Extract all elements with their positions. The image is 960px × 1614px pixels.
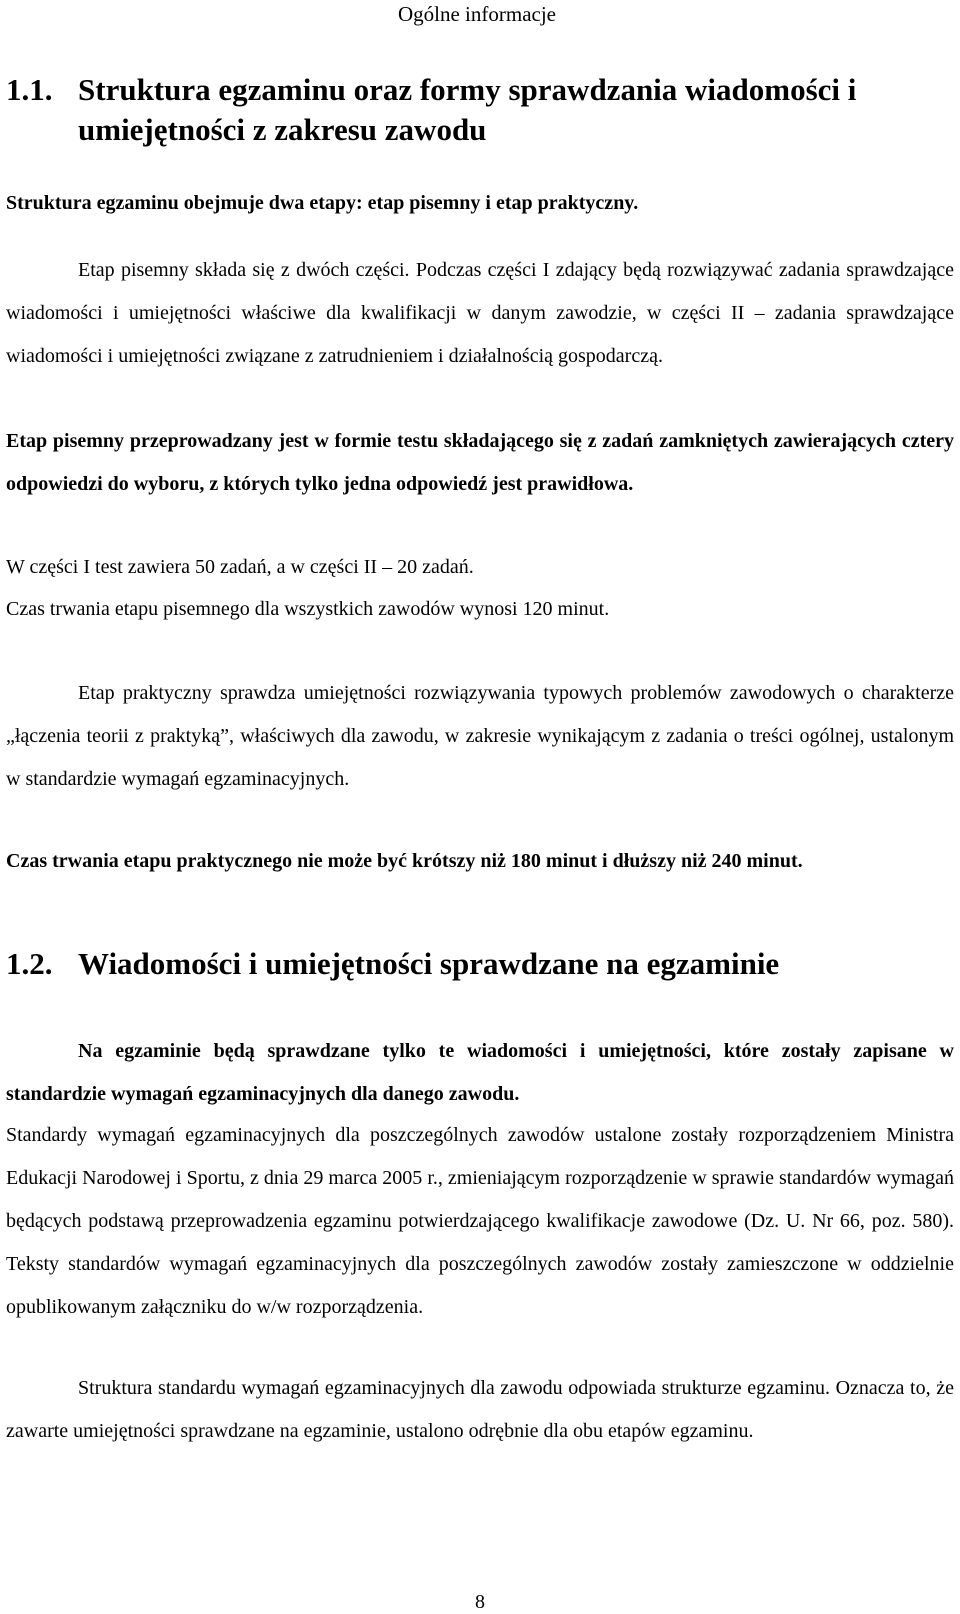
task-counts: W części I test zawiera 50 zadań, a w części II – 20 zadań.: [6, 556, 474, 578]
practical-stage-duration: Czas trwania etapu praktycznego nie może być krótszy niż 180 minut i dłuższy niż 240 minut.: [6, 850, 803, 872]
exam-structure-lead: Struktura egzaminu obejmuje dwa etapy: etap pisemny i etap praktyczny.: [6, 192, 639, 214]
written-stage-duration: Czas trwania etapu pisemnego dla wszystkich zawodów wynosi 120 minut.: [6, 598, 610, 620]
section-number: 1.2.: [6, 946, 53, 981]
section-title: Wiadomości i umiejętności sprawdzane na egzaminie: [78, 946, 780, 981]
section-number: 1.1.: [6, 72, 53, 107]
page-number: 8: [475, 1591, 485, 1613]
written-stage-form: Etap pisemny przeprowadzany jest w formie testu składającego się z zadań zamkniętych zawierających cztery odpowiedzi do wyboru, z których tylko jedna odpowiedź jest prawidłowa.: [6, 430, 954, 495]
written-stage-intro: Etap pisemny składa się z dwóch części. Podczas części I zdający będą rozwiązywać zadania sprawdzające wiadomości i umiejętności właściwe dla kwalifikacji w danym zawodzie, w części II – zadania sprawdzające wiadomości i umiejętności związane z zatrudnieniem i działalnością gospodarczą.: [6, 259, 954, 367]
section-heading-1-2: [6, 944, 956, 984]
running-header: Ogólne informacje: [397, 2, 557, 26]
standard-structure-paragraph: Struktura standardu wymagań egzaminacyjnych dla zawodu odpowiada strukturze egzaminu. Oznacza to, że zawarte umiejętności sprawdzane na egzaminie, ustalono odrębnie dla obu etapów egzaminu.: [6, 1377, 954, 1442]
practical-stage-intro: Etap praktyczny sprawdza umiejętności rozwiązywania typowych problemów zawodowych o charakterze „łączenia teorii z praktyką”, właściwych dla zawodu, w zakresie wynikającym z zadania o treści ogólnej, ustalonym w standardzie wymagań egzaminacyjnych.: [6, 682, 954, 790]
exam-scope-lead: Na egzaminie będą sprawdzane tylko te wiadomości i umiejętności, które zostały zapisane w standardzie wymagań egzaminacyjnych dla danego zawodu.: [6, 1040, 954, 1105]
standards-paragraph: Standardy wymagań egzaminacyjnych dla poszczególnych zawodów ustalone zostały rozporządzeniem Ministra Edukacji Narodowej i Sportu, z dnia 29 marca 2005 r., zmieniającym rozporządzenie w sprawie standardów wymagań będących podstawą przeprowadzenia egzaminu potwierdzającego kwalifikacje zawodowe (Dz. U. Nr 66, poz. 580). Teksty standardów wymagań egzaminacyjnych dla poszczególnych zawodów zostały zamieszczone w oddzielnie opublikowanym załączniku do w/w rozporządzenia.: [6, 1124, 954, 1318]
section-title: Struktura egzaminu oraz formy sprawdzania wiadomości i umiejętności z zakresu zawodu: [78, 72, 857, 147]
section-heading-1-1: [6, 70, 956, 150]
